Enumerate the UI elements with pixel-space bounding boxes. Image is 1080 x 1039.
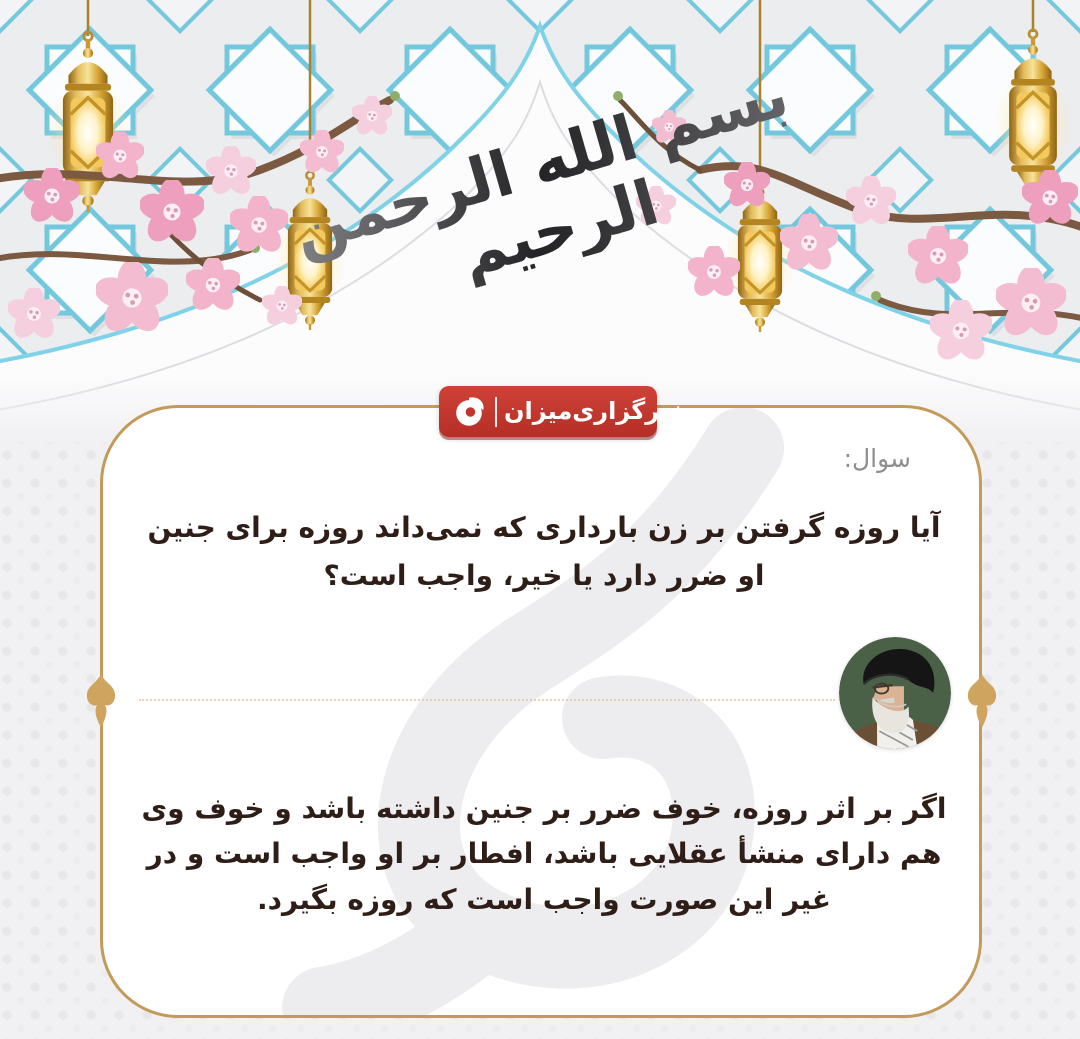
leader-portrait [839,637,951,749]
news-agency-badge [439,386,688,437]
qa-card [100,405,982,1018]
gold-palmette-ornament [81,672,121,730]
gold-palmette-ornament [962,672,1002,730]
badge-label: خبرگزاری‌میزان [504,396,688,425]
mizan-logo-icon [447,390,491,434]
badge-separator [495,397,497,427]
question-label: سوال: [843,444,911,473]
dotted-divider [139,699,835,701]
decorative-header [0,0,1080,442]
header-artwork [0,0,1080,442]
answer-text: اگر بر اثر روزه، خوف ضرر بر جنین داشته باشد و خوف وی هم دارای منشأ عقلایی باشد، افطار بر او واجب است و در غیر این صورت واجب است که روزه بگیرد. [141,792,947,916]
portrait-illustration [839,637,951,749]
question-text: آیا روزه گرفتن بر زن بارداری که نمی‌داند روزه برای جنین او ضرر دارد یا خیر، واجب است؟ [147,511,941,593]
